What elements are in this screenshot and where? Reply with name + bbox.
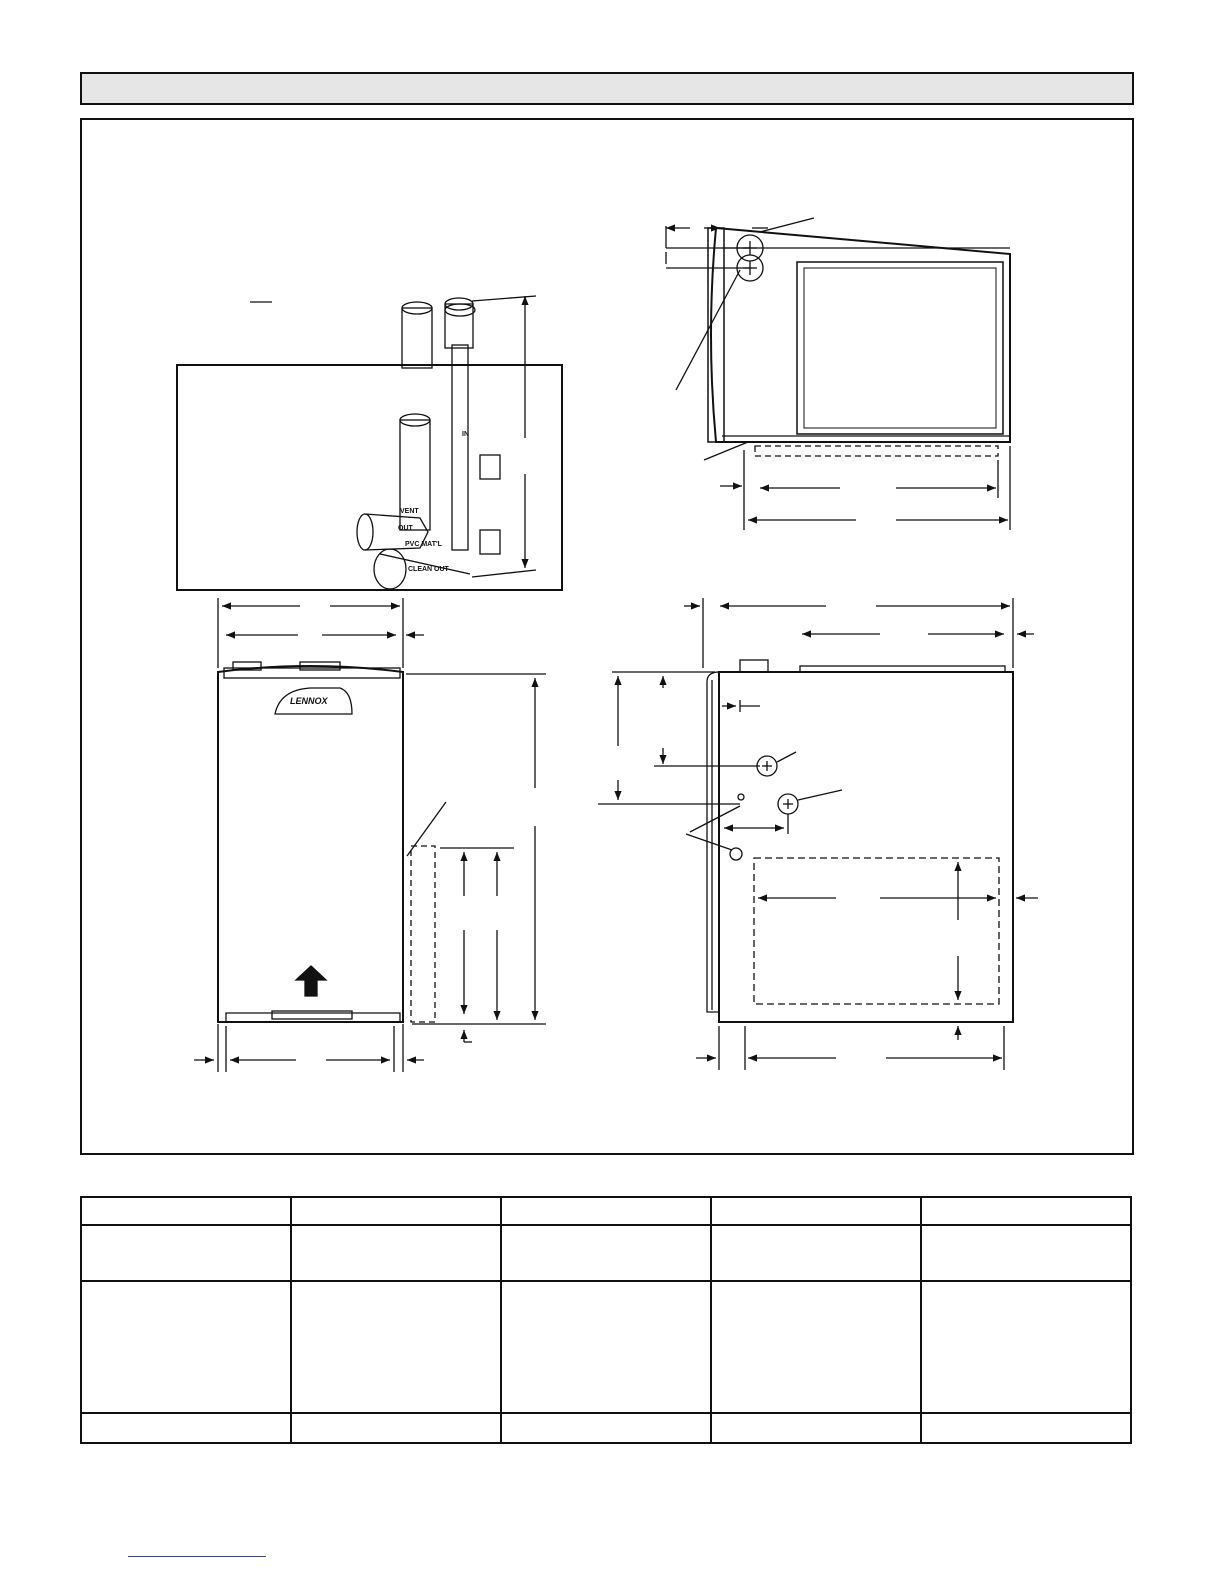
- vent-inset: [177, 296, 562, 590]
- table-cell: [501, 1225, 711, 1281]
- table-cell: [921, 1281, 1131, 1413]
- inset-out-label: OUT: [398, 525, 413, 532]
- table-cell: [921, 1413, 1131, 1443]
- table-cell: [291, 1281, 501, 1413]
- specification-table: [80, 1196, 1132, 1444]
- side-view: [598, 598, 1038, 1070]
- inset-frame: [177, 365, 562, 590]
- top-view: [666, 218, 1010, 530]
- table-row: [81, 1225, 1131, 1281]
- inset-clean-out-label: CLEAN OUT: [408, 566, 449, 573]
- inset-side-mark: IN: [462, 431, 469, 438]
- inset-material-label: PVC MAT'L: [405, 541, 442, 548]
- table-cell: [711, 1281, 921, 1413]
- table-cell: [711, 1225, 921, 1281]
- table-header-cell: [291, 1197, 501, 1225]
- table-header-cell: [711, 1197, 921, 1225]
- table-cell: [81, 1281, 291, 1413]
- table-cell: [81, 1413, 291, 1443]
- footer-link-underline[interactable]: [128, 1556, 266, 1557]
- table-cell: [81, 1225, 291, 1281]
- table-cell: [291, 1413, 501, 1443]
- return-air-dashed: [755, 446, 998, 456]
- table-cell: [291, 1225, 501, 1281]
- table-cell: [501, 1281, 711, 1413]
- table-row: [81, 1413, 1131, 1443]
- table-cell: [921, 1225, 1131, 1281]
- side-return-air-dashed: [754, 858, 999, 1004]
- table-row: [81, 1281, 1131, 1413]
- table-cell: [711, 1413, 921, 1443]
- table-header-row: [81, 1197, 1131, 1225]
- table-cell: [501, 1413, 711, 1443]
- table-header-cell: [921, 1197, 1131, 1225]
- front-logo-text: LENNOX: [290, 696, 328, 706]
- front-view: [194, 598, 546, 1072]
- table-header-cell: [501, 1197, 711, 1225]
- airflow-arrow: [296, 966, 326, 996]
- inset-vent-label: VENT: [400, 508, 419, 515]
- table-header-cell: [81, 1197, 291, 1225]
- side-cabinet-outline: [719, 672, 1013, 1022]
